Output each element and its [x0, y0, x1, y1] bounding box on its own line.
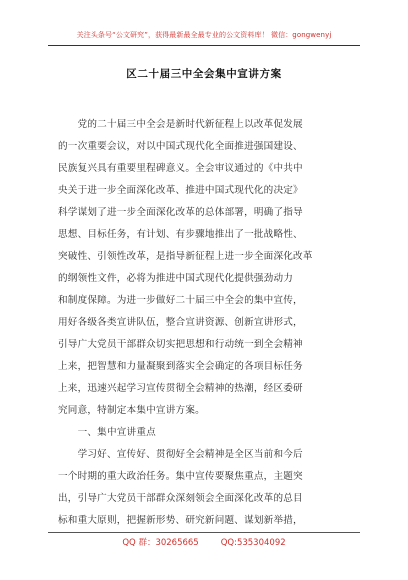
body-line: 究同意，特制定本集中宣讲方案。	[58, 405, 205, 416]
body-line: 用好各级各类宣讲队伍，整合宣讲资源、创新宣讲形式，	[58, 317, 303, 328]
footer-contact	[0, 536, 408, 548]
body-line: 上来，把智慧和力量凝聚到落实全会确定的各项目标任务	[58, 361, 303, 372]
body-line: 突破性、引领性改革，是指导新征程上进一步全面深化改革	[58, 251, 313, 262]
document-title: 区二十届三中全会集中宣讲方案	[126, 68, 282, 80]
body-line: 标和重大原则，把握新形势、研究新问题、谋划新举措，	[58, 515, 303, 526]
footer-divider	[48, 532, 360, 533]
body-line: 思想、目标任务，有计划、有步骤地推出了一批战略性、	[58, 229, 303, 240]
body-line: 出，引导广大党员干部群众深刻领会全面深化改革的总目	[58, 493, 303, 504]
footer-qq-group: QQ 群：30265665	[122, 538, 199, 548]
header-notice: 关注头条号“公文研究”，获得最新最全最专业的公文资料库！ 微信：gongwenyj	[76, 31, 332, 39]
section-heading: 一、集中宣讲重点	[58, 427, 156, 438]
body-line: 一个时期的重大政治任务。集中宣传要聚焦重点，主题突	[58, 471, 303, 482]
footer-qq-number: QQ:535304092	[220, 538, 286, 548]
body-line: 党的二十届三中全会是新时代新征程上以改革促发展	[58, 119, 303, 130]
body-line: 科学谋划了进一步全面深化改革的总体部署，明确了指导	[58, 207, 303, 218]
body-line: 学习好、宣传好、贯彻好全会精神是全区当前和今后	[58, 449, 303, 460]
body-line: 的纲领性文件，必将为推进中国式现代化提供强劲动力	[58, 273, 294, 284]
body-line: 的一次重要会议，对以中国式现代化全面推进强国建设、	[58, 141, 303, 152]
body-line: 央关于进一步全面深化改革、推进中国式现代化的决定》	[58, 185, 303, 196]
body-line: 引导广大党员干部群众切实把思想和行动统一到全会精神	[58, 339, 303, 350]
header-divider	[48, 45, 360, 46]
body-line: 上来，迅速兴起学习宣传贯彻全会精神的热潮，经区委研	[58, 383, 303, 394]
body-line: 和制度保障。为进一步做好二十届三中全会的集中宣传，	[58, 295, 303, 306]
body-line: 民族复兴具有重要里程碑意义。全会审议通过的《中共中	[58, 163, 303, 174]
